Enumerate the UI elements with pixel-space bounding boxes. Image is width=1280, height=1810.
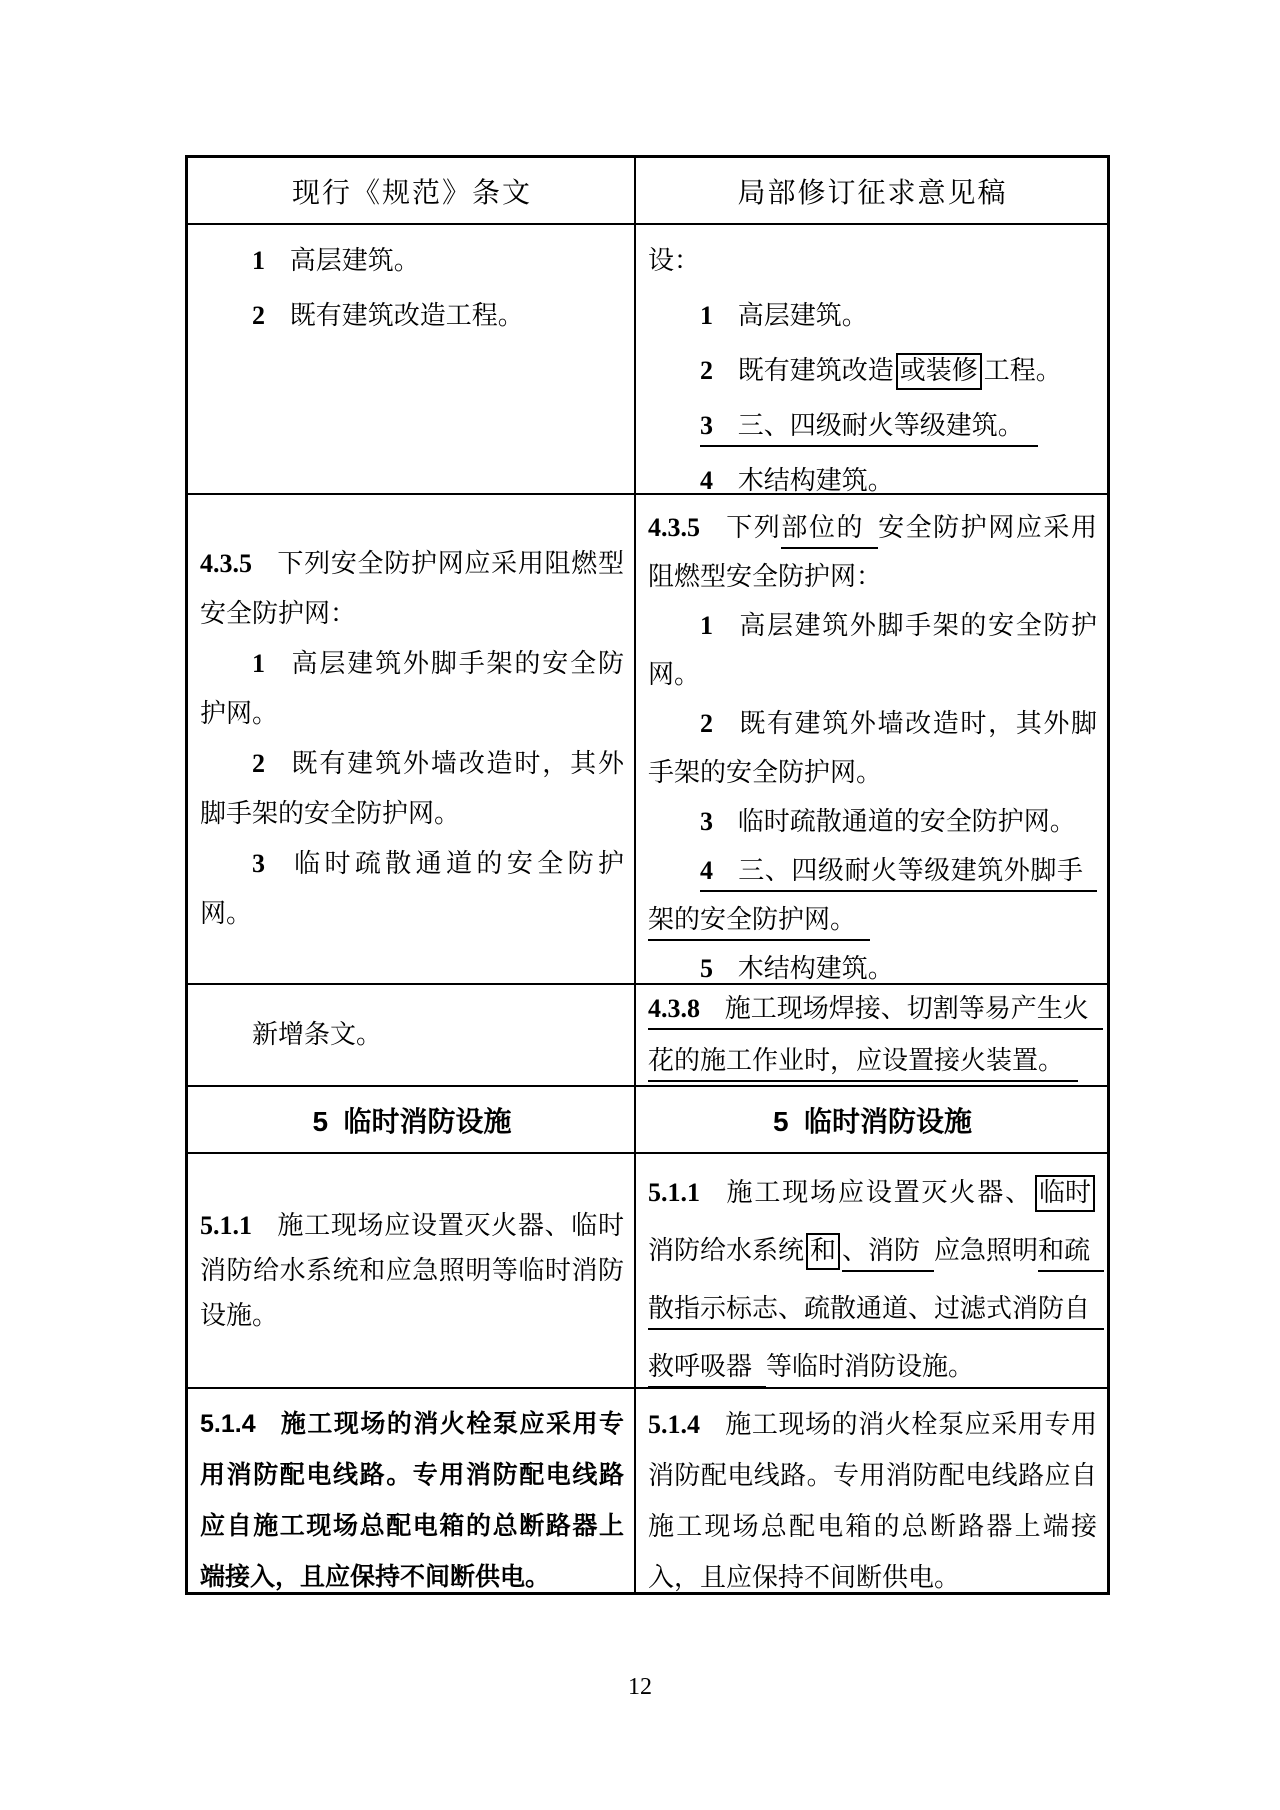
- page-number: 12: [628, 1674, 652, 1700]
- current-code-cell-5-1-4: [188, 1387, 636, 1592]
- added-text-underline: [700, 954, 908, 983]
- text-segment: 新增条文。: [252, 1020, 383, 1049]
- paragraph: [200, 539, 624, 639]
- text-segment: 三、四级耐火等级建筑。: [737, 411, 1024, 440]
- text-segment: 施工现场的消火栓泵应采用专用消防配电线路。专用消防配电线路应自施工现场总配电箱的总断路器上端接入，且应保持不间断供电。: [648, 1410, 1097, 1592]
- paragraph: [200, 233, 624, 288]
- text-segment: 施工现场应设置灭火器、: [724, 1178, 1033, 1207]
- clause-number: 1: [700, 611, 713, 640]
- text-segment: 设：: [648, 246, 701, 275]
- header-revision-draft: [636, 158, 1107, 223]
- added-text-underline: [648, 994, 1103, 1082]
- clause-number: 4: [700, 466, 713, 493]
- header-current-code-label: 现行《规范》条文: [291, 177, 532, 209]
- paragraph: [648, 1164, 1097, 1387]
- text-segment: 三、四级耐火等级建筑外脚手架的安全防护网。: [648, 856, 1083, 934]
- text-segment: 临时疏散通道的安全防护网。: [200, 849, 624, 928]
- revision-draft-cell-4-3-5: [636, 493, 1107, 983]
- section-header-right: [636, 1085, 1107, 1152]
- paragraph: [648, 797, 1097, 846]
- clause-number: 3: [252, 849, 265, 878]
- clause-number: 3: [700, 807, 713, 836]
- clause-number: 2: [700, 709, 713, 738]
- added-text-underline: [648, 856, 1097, 941]
- paragraph: [200, 739, 624, 839]
- text-segment: 高层建筑外脚手架的安全防护网。: [648, 611, 1097, 689]
- revision-draft-cell-5-1-1: [636, 1152, 1107, 1387]
- paragraph: [313, 1100, 512, 1140]
- clause-number: 1: [252, 649, 265, 678]
- clause-number: 5: [312, 1105, 329, 1137]
- clause-number: 2: [700, 356, 713, 385]
- text-segment: 高层建筑。: [289, 246, 420, 275]
- text-segment: 工程。: [983, 356, 1062, 385]
- clause-number: 5: [700, 954, 713, 983]
- text-segment: 高层建筑外脚手架的安全防护网。: [200, 649, 624, 728]
- paragraph: [648, 983, 1097, 1085]
- paragraph: [200, 1399, 624, 1592]
- current-code-cell-5-1-1: [188, 1152, 636, 1387]
- text-segment: 木结构建筑。: [737, 466, 894, 493]
- text-segment: 应急照明: [934, 1236, 1039, 1265]
- header-revision-draft-label: 局部修订征求意见稿: [737, 177, 1008, 209]
- revision-draft-cell-5-1-4: [636, 1387, 1107, 1592]
- text-segment: 既有建筑外墙改造时，其外脚手架的安全防护网。: [200, 749, 624, 828]
- clause-number: 1: [252, 246, 265, 275]
- added-text: 部位的: [781, 513, 878, 549]
- current-code-cell-4-3-5: [188, 493, 636, 983]
- clause-number: 4.3.5: [200, 549, 252, 578]
- clause-number: 2: [252, 301, 265, 330]
- clause-number: 1: [700, 301, 713, 330]
- clause-number: 4: [700, 856, 713, 885]
- deleted-text-box: 和: [806, 1233, 840, 1270]
- current-code-cell-new-clause: [188, 983, 636, 1085]
- header-current-code: [188, 158, 636, 223]
- paragraph: [648, 601, 1097, 699]
- text-segment: 临时消防设施: [343, 1105, 512, 1137]
- clause-number: 2: [252, 749, 265, 778]
- deleted-text-box: 或装修: [896, 353, 982, 390]
- added-text-underline: [700, 466, 908, 493]
- paragraph: [648, 503, 1097, 601]
- paragraph: [648, 1399, 1097, 1592]
- text-segment: 既有建筑改造工程。: [289, 301, 524, 330]
- text-segment: 临时疏散通道的安全防护网。: [737, 807, 1076, 836]
- added-text: 和疏散指示标志、疏散通道、过滤式消防自救呼吸器: [648, 1236, 1104, 1387]
- text-segment: 既有建筑外墙改造时，其外脚手架的安全防护网。: [648, 709, 1097, 787]
- paragraph: [648, 398, 1097, 453]
- clause-number: 4.3.8: [648, 994, 700, 1023]
- text-segment: 安全防护网应采用阻燃型安全防护网：: [648, 513, 1097, 591]
- text-segment: 高层建筑。: [737, 301, 868, 330]
- clause-number: 5.1.1: [648, 1178, 700, 1207]
- paragraph: [648, 846, 1097, 944]
- clause-number: 3: [700, 411, 713, 440]
- paragraph: [200, 1009, 624, 1061]
- paragraph: [648, 288, 1097, 343]
- paragraph: [648, 233, 1097, 288]
- revision-draft-cell-scope: [636, 223, 1107, 493]
- text-segment: 施工现场的消火栓泵应采用专用消防配电线路。专用消防配电线路应自施工现场总配电箱的总断路器上端接入，且应保持不间断供电。: [200, 1410, 624, 1591]
- revision-comparison-table: [185, 155, 1110, 1595]
- revision-draft-cell-4-3-8: [636, 983, 1107, 1085]
- section-header-left: [188, 1085, 636, 1152]
- paragraph: [648, 944, 1097, 983]
- paragraph: [648, 699, 1097, 797]
- text-segment: 施工现场焊接、切割等易产生火花的施工作业时，应设置接火装置。: [648, 994, 1089, 1075]
- paragraph: [200, 288, 624, 343]
- clause-number: 5: [773, 1105, 789, 1137]
- clause-number: 5.1.1: [200, 1211, 252, 1240]
- text-segment: 等临时消防设施。: [766, 1352, 975, 1381]
- text-segment: 消防给水系统: [648, 1236, 805, 1265]
- clause-number: 4.3.5: [648, 513, 700, 542]
- text-segment: 既有建筑改造: [737, 356, 894, 385]
- text-segment: 下列: [724, 513, 782, 542]
- paragraph: [648, 343, 1097, 398]
- paragraph: [200, 839, 624, 939]
- paragraph: [648, 453, 1097, 493]
- current-code-cell-scope: [188, 223, 636, 493]
- deleted-text-box: 临时: [1035, 1175, 1095, 1212]
- added-text: 、消防: [842, 1236, 934, 1272]
- text-segment: 下列安全防护网应采用阻燃型安全防护网：: [200, 549, 624, 628]
- text-segment: 临时消防设施: [803, 1105, 972, 1137]
- added-text-underline: [700, 411, 1038, 447]
- paragraph: [773, 1100, 972, 1140]
- clause-number: 5.1.4: [648, 1410, 700, 1439]
- paragraph: [200, 1203, 624, 1338]
- text-segment: 施工现场应设置灭火器、临时消防给水系统和应急照明等临时消防设施。: [200, 1211, 624, 1330]
- text-segment: 木结构建筑。: [737, 954, 894, 983]
- clause-number: 5.1.4: [200, 1410, 256, 1438]
- paragraph: [200, 639, 624, 739]
